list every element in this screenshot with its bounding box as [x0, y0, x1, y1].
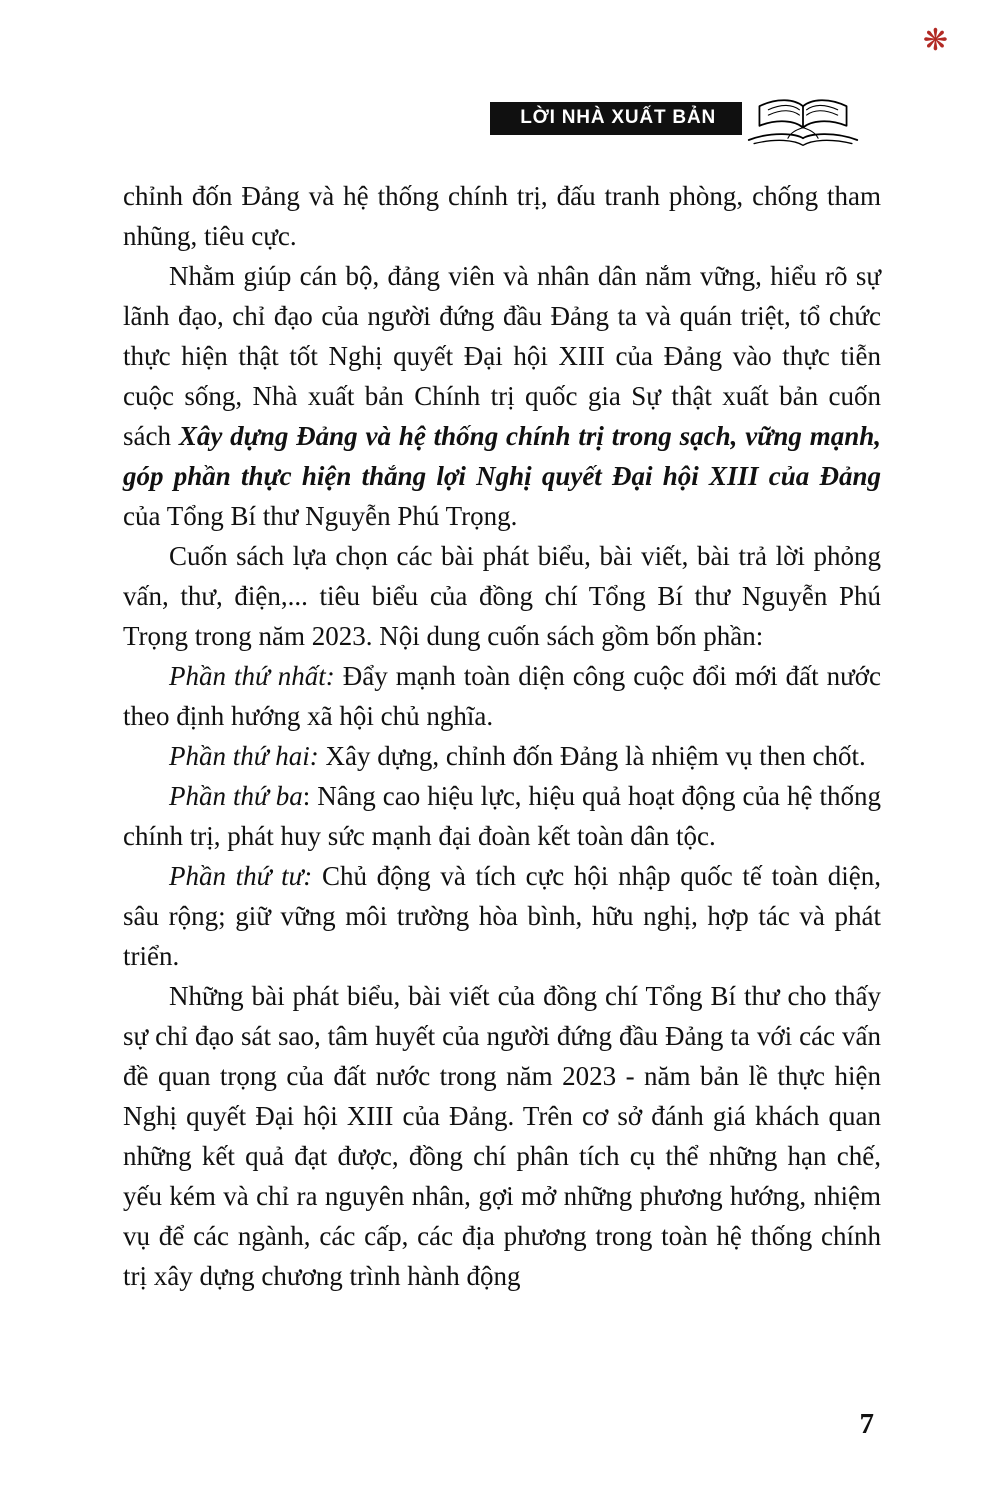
paragraph-2: [123, 256, 881, 536]
open-book-lotus-icon: [744, 92, 862, 156]
paragraph-3: [123, 536, 881, 656]
page-number: 7: [859, 1408, 874, 1440]
text-run: Cuốn sách lựa chọn các bài phát biểu, bài viết, bài trả lời phỏng vấn, thư, điện,... tiêu biểu của đồng chí Tổng Bí thư Nguyễn Phú Trọng trong năm 2023. Nội dung cuốn sách gồm bốn phần:: [123, 541, 881, 651]
text-run: Nhằm giúp cán bộ, đảng viên và nhân dân nắm vững, hiểu rõ sự lãnh đạo, chỉ đạo của người đứng đầu Đảng ta và quán triệt, tổ chức thực hiện thật tốt Nghị quyết Đại hội XIII của Đảng vào thực tiễn cuộc sống, Nhà xuất bản Chính trị quốc gia Sự thật xuất bản cuốn sách: [123, 261, 881, 451]
text-run: của Tổng Bí thư Nguyễn Phú Trọng.: [123, 501, 518, 531]
red-flower-ornament-icon: ❋: [922, 23, 948, 58]
text-run: chỉnh đốn Đảng và hệ thống chính trị, đấu tranh phòng, chống tham nhũng, tiêu cực.: [123, 181, 881, 251]
paragraph-6: [123, 776, 881, 856]
paragraph-4: [123, 656, 881, 736]
book-title-text: Xây dựng Đảng và hệ thống chính trị trong sạch, vững mạnh, góp phần thực hiện thắng lợi Nghị quyết Đại hội XIII của Đảng: [123, 421, 881, 491]
section-lead: Phần thứ tư:: [169, 861, 313, 891]
paragraph-7: [123, 856, 881, 976]
page-body: [123, 176, 881, 1296]
paragraph-5: [123, 736, 881, 776]
text-run: Chủ động và tích cực hội nhập quốc tế toàn diện, sâu rộng; giữ vững môi trường hòa bình, hữu nghị, hợp tác và phát triển.: [123, 861, 881, 971]
text-run: : Nâng cao hiệu lực, hiệu quả hoạt động của hệ thống chính trị, phát huy sức mạnh đại đoàn kết toàn dân tộc.: [123, 781, 881, 851]
section-lead: Phần thứ hai:: [169, 741, 319, 771]
text-run: Đẩy mạnh toàn diện công cuộc đổi mới đất nước theo định hướng xã hội chủ nghĩa.: [123, 661, 881, 731]
section-lead: Phần thứ ba: [169, 781, 303, 811]
paragraph-8: [123, 976, 881, 1296]
section-lead: Phần thứ nhất:: [169, 661, 335, 691]
chapter-title: LỜI NHÀ XUẤT BẢN: [490, 102, 742, 135]
text-run: Xây dựng, chỉnh đốn Đảng là nhiệm vụ then chốt.: [318, 741, 866, 771]
running-header: [490, 92, 862, 156]
text-run: Những bài phát biểu, bài viết của đồng chí Tổng Bí thư cho thấy sự chỉ đạo sát sao, tâm huyết của người đứng đầu Đảng ta với các vấn đề quan trọng của đất nước trong năm 2023 - năm bản lề thực hiện Nghị quyết Đại hội XIII của Đảng. Trên cơ sở đánh giá khách quan những kết quả đạt được, đồng chí phân tích cụ thể những hạn chế, yếu kém và chỉ ra nguyên nhân, gợi mở những phương hướng, nhiệm vụ để các ngành, các cấp, các địa phương trong toàn hệ thống chính trị xây dựng chương trình hành động: [123, 981, 881, 1291]
paragraph-1: [123, 176, 881, 256]
